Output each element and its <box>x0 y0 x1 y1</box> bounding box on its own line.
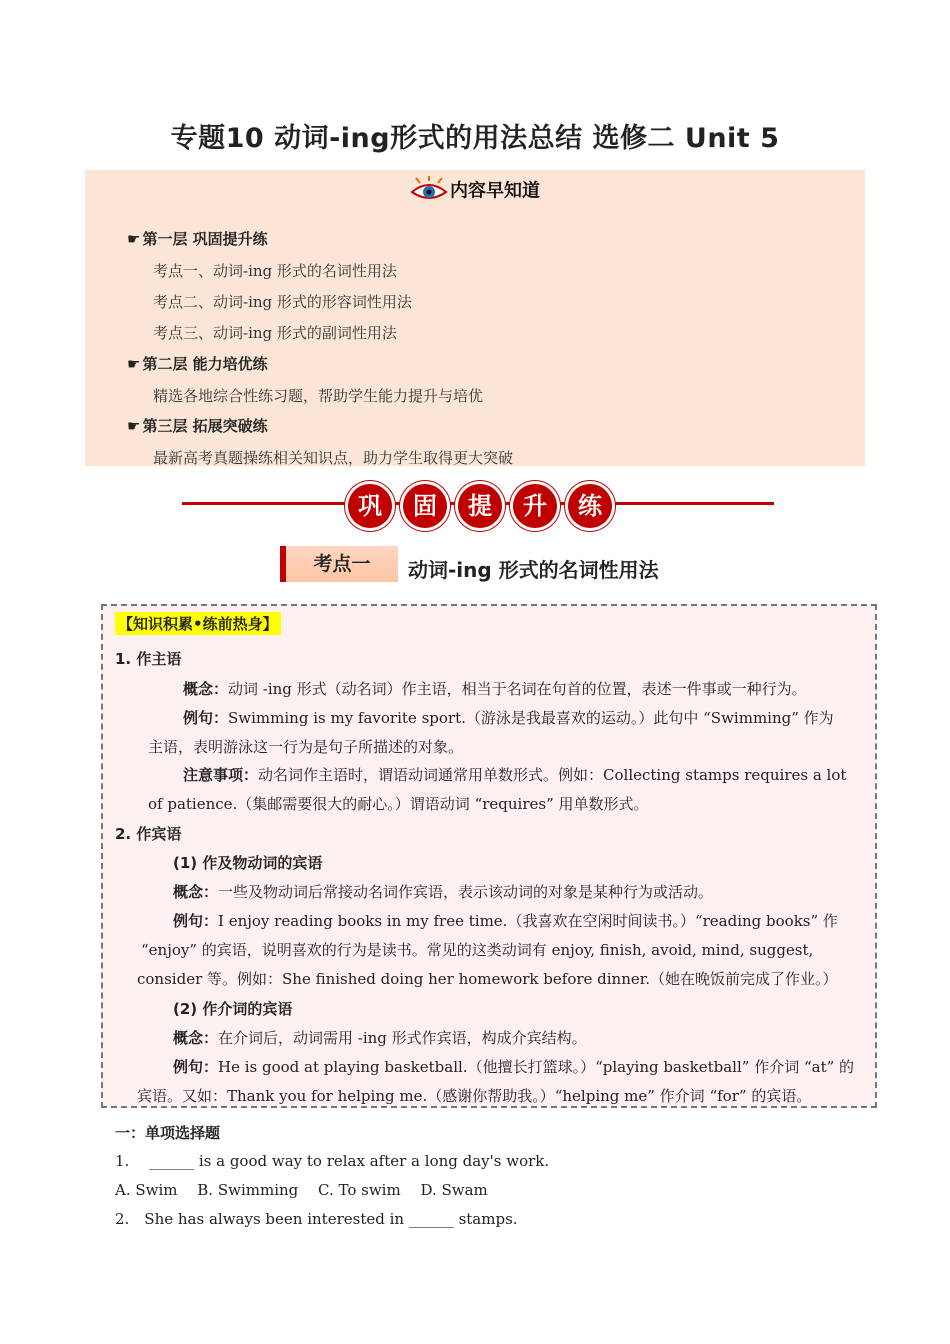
banner-char: 升 <box>513 484 557 528</box>
example-line: 例句：I enjoy reading books in my free time.（我喜欢在空闲时间读书。）“reading books” 作 <box>173 912 838 930</box>
question-1-options: A. Swim B. Swimming C. To swim D. Swam <box>115 1181 488 1199</box>
kaodian-title: 动词-ing 形式的名词性用法 <box>408 558 659 582</box>
example-line: 例句：Swimming is my favorite sport.（游泳是我最喜欢的运动。）此句中 “Swimming” 作为 <box>183 709 834 727</box>
hand-pointer-icon: ☛ <box>127 230 141 248</box>
layer-3-title: ☛ 第三层 拓展突破练 <box>127 417 268 435</box>
note-line: 注意事项：动名词作主语时，谓语动词通常用单数形式。例如：Collecting stamps requires a lot <box>183 766 847 784</box>
example-line: 主语，表明游泳这一行为是句子所描述的对象。 <box>148 738 464 756</box>
banner-char: 巩 <box>348 484 392 528</box>
banner-char: 练 <box>568 484 612 528</box>
exercise-heading: 一：单项选择题 <box>115 1124 221 1142</box>
overview-header-text: 内容早知道 <box>450 180 540 202</box>
example-line: 例句：He is good at playing basketball.（他擅长打篮球。）“playing basketball” 作介词 “at” 的 <box>173 1058 855 1076</box>
section-heading: 2. 作宾语 <box>115 825 182 843</box>
section-heading: 1. 作主语 <box>115 650 182 668</box>
question-2: 2. She has always been interested in ______ stamps. <box>115 1210 518 1228</box>
example-line: 宾语。又如：Thank you for helping me.（感谢你帮助我。）“helping me” 作介词 “for” 的宾语。 <box>137 1087 812 1105</box>
content-overview-box <box>85 170 865 466</box>
example-line: “enjoy” 的宾语，说明喜欢的行为是读书。常见的这类动词有 enjoy, finish, avoid, mind, suggest, <box>141 941 814 959</box>
layer-1-item: 考点一、动词-ing 形式的名词性用法 <box>153 262 397 280</box>
banner-char: 固 <box>403 484 447 528</box>
hand-pointer-icon: ☛ <box>127 417 141 435</box>
overview-header <box>85 176 865 207</box>
note-line: of patience.（集邮需要很大的耐心。）谓语动词 “requires” 用单数形式。 <box>148 795 649 813</box>
subsection-heading: (1) 作及物动词的宾语 <box>173 854 323 872</box>
subsection-heading: (2) 作介词的宾语 <box>173 1000 293 1018</box>
example-line: consider 等。例如：She finished doing her homework before dinner.（她在晚饭前完成了作业。） <box>137 970 838 988</box>
concept-line: 概念：在介词后，动词需用 -ing 形式作宾语，构成介宾结构。 <box>173 1029 587 1047</box>
page-title: 专题10 动词-ing形式的用法总结 选修二 Unit 5 <box>170 123 780 154</box>
kaodian-tab: 考点一 <box>280 546 398 582</box>
concept-line: 概念：一些及物动词后常接动名词作宾语，表示该动词的对象是某种行为或活动。 <box>173 883 714 901</box>
hand-pointer-icon: ☛ <box>127 355 141 373</box>
question-1: 1. ______ is a good way to relax after a long day's work. <box>115 1152 550 1170</box>
layer-1-title: ☛ 第一层 巩固提升练 <box>127 230 268 248</box>
banner-char: 提 <box>458 484 502 528</box>
eye-icon <box>410 176 448 207</box>
concept-line: 概念：动词 -ing 形式（动名词）作主语，相当于名词在句首的位置，表述一件事或一种行为。 <box>183 680 807 698</box>
layer-2-item: 精选各地综合性练习题，帮助学生能力提升与培优 <box>153 387 484 405</box>
knowledge-tag: 【知识积累•练前热身】 <box>115 612 281 635</box>
layer-3-item: 最新高考真题操练相关知识点，助力学生取得更大突破 <box>153 449 514 467</box>
knowledge-box <box>101 604 877 1108</box>
layer-1-item: 考点三、动词-ing 形式的副词性用法 <box>153 324 397 342</box>
layer-1-item: 考点二、动词-ing 形式的形容词性用法 <box>153 293 412 311</box>
layer-2-title: ☛ 第二层 能力培优练 <box>127 355 268 373</box>
